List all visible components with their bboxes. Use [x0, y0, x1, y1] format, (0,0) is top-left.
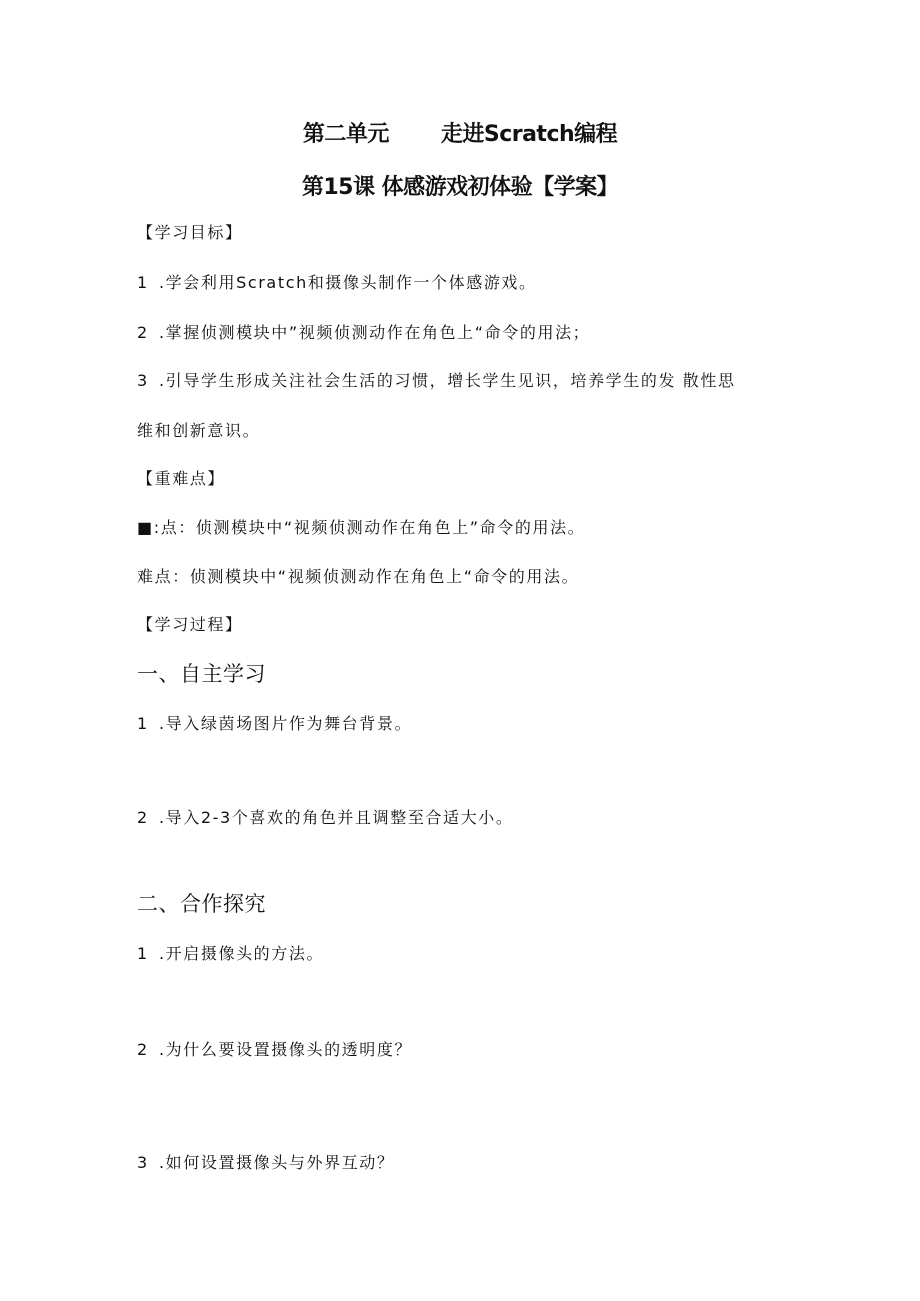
unit-name: 走进Scratch编程 — [440, 122, 618, 147]
self-study-item — [137, 805, 513, 828]
difficult-point: 难点：侦测模块中“视频侦测动作在角色上“命令的用法。 — [137, 567, 580, 586]
item-text: .如何设置摄像头与外界互动？ — [159, 1153, 395, 1172]
objective-item — [137, 270, 537, 293]
section-heading-self-study: 一、自主学习 — [137, 662, 266, 686]
unit-number: 第二单元 — [302, 122, 389, 147]
item-text: .开启摄像头的方法。 — [159, 944, 325, 963]
objective-text: .引导学生形成关注社会生活的习惯，增长学生见识，培养学生的发 散性思 — [159, 371, 736, 390]
objective-number: 3 — [137, 371, 149, 390]
objective-text: .学会利用Scratch和摄像头制作一个体感游戏。 — [159, 273, 537, 292]
item-text: .为什么要设置摄像头的透明度？ — [159, 1040, 413, 1059]
objective-text: .掌握侦测模块中”视频侦测动作在角色上“命令的用法； — [159, 323, 591, 342]
key-point: ■:点：侦测模块中“视频侦测动作在角色上”命令的用法。 — [137, 518, 586, 537]
self-study-item — [137, 711, 412, 734]
item-number: 1 — [137, 944, 149, 963]
objective-item — [137, 320, 590, 343]
item-number: 2 — [137, 1040, 149, 1059]
unit-title — [0, 117, 920, 148]
objectives-label: 【学习目标】 — [137, 223, 243, 242]
objective-continuation: 维和创新意识。 — [137, 421, 261, 440]
cooperation-item — [137, 1150, 395, 1173]
cooperation-item — [137, 1037, 412, 1060]
item-number: 2 — [137, 808, 149, 827]
objective-number: 2 — [137, 323, 149, 342]
item-number: 3 — [137, 1153, 149, 1172]
lesson-title: 第15课 体感游戏初体验【学案】 — [301, 175, 619, 200]
section-heading-cooperation: 二、合作探究 — [137, 892, 266, 916]
item-number: 1 — [137, 714, 149, 733]
item-text: .导入2-3个喜欢的角色并且调整至合适大小。 — [159, 808, 514, 827]
objective-number: 1 — [137, 273, 149, 292]
objective-item — [137, 368, 736, 391]
item-text: .导入绿茵场图片作为舞台背景。 — [159, 714, 413, 733]
process-label: 【学习过程】 — [137, 615, 243, 634]
cooperation-item — [137, 941, 324, 964]
key-points-label: 【重难点】 — [137, 469, 226, 488]
